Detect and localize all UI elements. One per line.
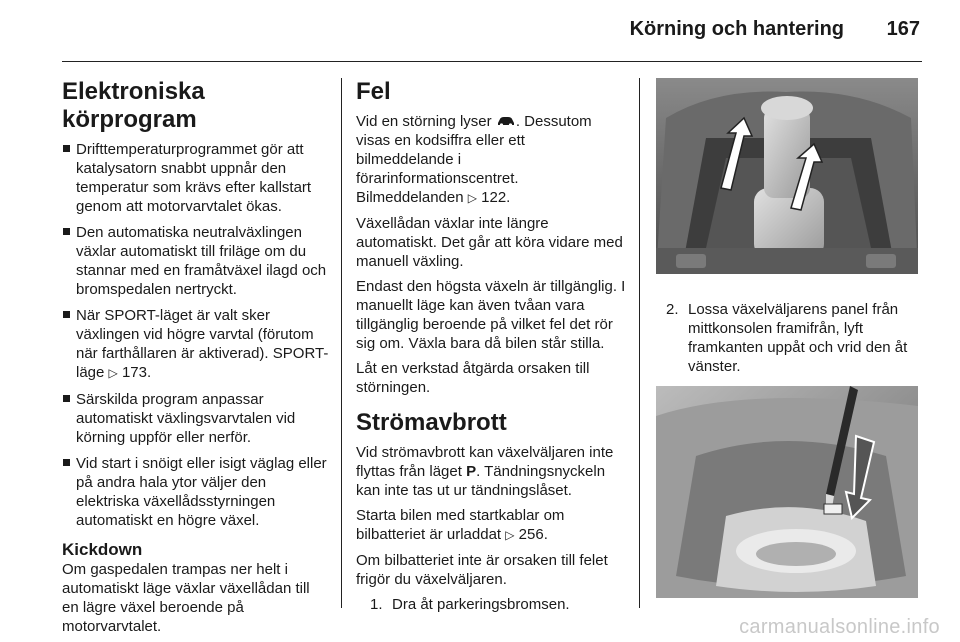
car-warning-icon <box>496 113 516 130</box>
step-number: 2. <box>666 301 679 318</box>
heading-kickdown: Kickdown <box>62 540 143 559</box>
step-number: 1. <box>370 596 383 613</box>
fel-text: Vid en störning lyser <box>356 113 492 130</box>
step-item <box>356 595 626 614</box>
column-2 <box>356 78 626 620</box>
strom-paragraph: Om bilbatteriet inte är orsaken till felet frigör du växelväljaren. <box>356 552 608 588</box>
bullet-item: Drifttemperaturprogrammet gör att katalysatorn snabbt uppnår den temperatur som krävs efter kallstart genom att motorvarvtalet ökas. <box>62 140 330 216</box>
page-ref-icon: ▷ <box>108 366 118 380</box>
bullet-item: Vid start i snöigt eller isigt väglag eller på andra hala ytor väljer den elektriska växellådsstyrningen automatiskt en högre växel. <box>62 454 330 530</box>
panel-removal-illustration <box>656 386 918 598</box>
fel-paragraph: Endast den högsta växeln är tillgänglig. I manuellt läge kan även tvåan vara tillgänglig beroende på vilket fel det rör sig om. Växla bara då bilen står stilla. <box>356 278 626 352</box>
column-1 <box>62 78 330 642</box>
bullet-item: Särskilda program anpassar automatiskt växlingsvarvtalen vid körning uppför eller nerför. <box>62 390 330 447</box>
fel-paragraph: Växellådan växlar inte längre automatiskt. Det går att köra vidare med manuell växling. <box>356 215 623 270</box>
bullet-item: Den automatiska neutralväxlingen växlar automatiskt till friläge om du stannar med en framåtväxel ilagd och bromspedalen nertryckt. <box>62 223 330 299</box>
column-divider <box>341 78 342 608</box>
step-text: Dra åt parkeringsbromsen. <box>392 596 570 613</box>
kickdown-text: Om gaspedalen trampas ner helt i automatiskt läge växlar växellådan till en lägre växel beroende på motorvarvtalet. <box>62 561 310 635</box>
page-header <box>62 14 922 62</box>
strom-text: Starta bilen med startkablar om bilbatteriet är urladdat <box>356 507 565 543</box>
strom-text: Vid strömavbrott kan växelväljaren inte flyttas från läget <box>356 444 614 480</box>
watermark: carmanualsonline.info <box>739 616 940 638</box>
page-number: 167 <box>886 18 920 40</box>
heading-stromavbrott: Strömavbrott <box>356 409 507 436</box>
strom-paragraph <box>356 506 626 545</box>
page-ref-link[interactable]: 122. <box>481 189 511 206</box>
step-text: Lossa växelväljarens panel från mittkonsolen framifrån, lyft framkanten uppåt och vrid den åt vänster. <box>688 301 908 375</box>
strom-text: . Tändningsnyckeln kan inte tas ut ur tändningslåset. <box>356 463 606 499</box>
strom-paragraph <box>356 443 626 500</box>
column-divider <box>639 78 640 608</box>
gear-p-label: P <box>466 463 477 480</box>
page-ref-icon: ▷ <box>467 191 477 205</box>
fel-paragraph: Låt en verkstad åtgärda orsaken till störningen. <box>356 360 590 396</box>
page-ref-link[interactable]: 256. <box>518 526 548 543</box>
sport-ref-text: SPORT-läge <box>76 345 329 381</box>
header-title: Körning och hantering <box>629 18 844 40</box>
bullet-text: När SPORT-läget är valt sker växlingen vid högre varvtal (förutom när farthållaren är aktiverad). <box>76 307 314 362</box>
fel-paragraph <box>356 112 626 208</box>
page-ref-icon: ▷ <box>505 528 515 542</box>
heading-fel: Fel <box>356 78 391 105</box>
step-item <box>656 300 924 376</box>
fel-text: . Dessutom visas en kodsiffra eller ett bilmeddelande i förarinformationscentret. Bilmeddelanden <box>356 113 592 206</box>
bullet-item <box>62 306 330 383</box>
gear-selector-illustration <box>656 78 918 274</box>
page-ref-link[interactable]: 173. <box>121 364 152 381</box>
column-3 <box>656 78 924 598</box>
heading-elektroniska: Elektroniska körprogram <box>62 78 205 133</box>
